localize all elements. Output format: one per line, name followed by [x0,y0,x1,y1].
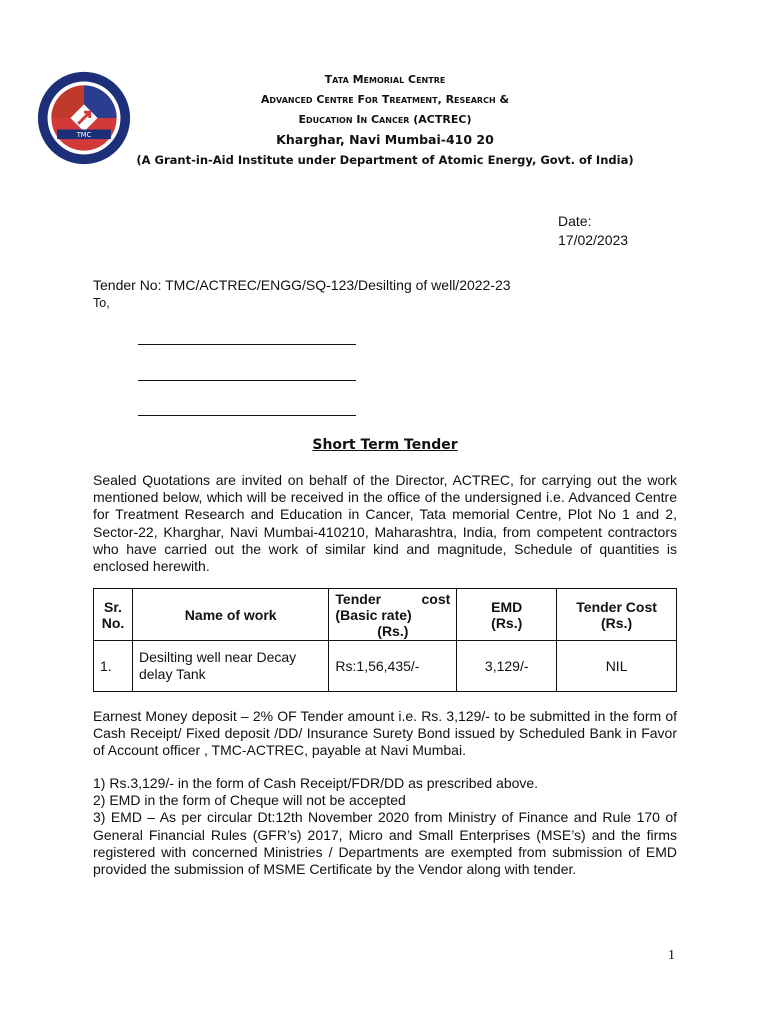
date-block [558,212,628,250]
cell-emd: 3,129/- [457,641,557,692]
header-sr-no: Sr. No. [94,589,133,641]
table-row [94,641,677,692]
date-value: 17/02/2023 [558,232,629,248]
header-tender-cost-fee: Tender Cost (Rs.) [557,589,677,641]
svg-text:TMC: TMC [76,131,92,140]
institute-note: (A Grant-in-Aid Institute under Department of Atomic Energy, Govt. of India) [136,153,634,167]
header-tender-cost-line3: (Rs.) [377,622,409,639]
table-header-row [94,589,677,641]
date-label: Date: [558,213,592,229]
address-line-2 [138,380,356,381]
institution-name: Tata Memorial Centre [324,73,446,86]
page-number: 1 [668,948,675,963]
letterhead [130,70,640,170]
tmc-logo [36,70,132,166]
header-tender-cost [329,589,457,641]
condition-2: 2) EMD in the form of Cheque will not be accepted [93,792,406,809]
to-label: To, [93,296,110,310]
cell-name-of-work: Desilting well near Decay delay Tank [132,641,328,692]
document-title: Short Term Tender [312,437,458,453]
earnest-money-paragraph: Earnest Money deposit – 2% OF Tender amount i.e. Rs. 3,129/- to be submitted in the form of Cash Receipt/ Fixed deposit /DD/ Insurance Surety Bond issued by Scheduled Bank in Favor of Account officer , TMC-ACTREC, payable at Navi Mumbai. [93,708,677,759]
centre-name-line1: Advanced Centre For Treatment, Research & [260,93,510,106]
tender-number: Tender No: TMC/ACTREC/ENGG/SQ-123/Desilting of well/2022-23 [93,277,511,293]
intro-paragraph: Sealed Quotations are invited on behalf of the Director, ACTREC, for carrying out the work mentioned below, which will be received in the office of the undersigned i.e. Advanced Centre for Treatment Research and Education in Cancer, Tata memorial Centre, Plot No 1 and 2, Sector-22, Kharghar, Navi Mumbai-410210, Maharashtra, India, from competent contractors who have carried out the work of similar kind and magnitude, Schedule of quantities is enclosed herewith. [93,472,677,575]
header-tender-cost-line2: (Basic rate) [335,606,412,623]
condition-3: 3) EMD – As per circular Dt:12th November 2020 from Ministry of Finance and Rule 170 of General Financial Rules (GFR’s) 2017, Micro and Small Enterprises (MSE’s) and the firms registered with concerned Ministries / Departments are exempted from submission of EMD provided the submission of MSME Certificate by the Vendor along with tender. [93,809,677,878]
cell-tender-cost: Rs:1,56,435/- [329,641,457,692]
header-name-of-work: Name of work [132,589,328,641]
header-tender-cost-line1: Tender cost [335,590,451,607]
address-line-1 [138,344,356,345]
address-line-3 [138,415,356,416]
condition-1: 1) Rs.3,129/- in the form of Cash Receipt/FDR/DD as prescribed above. [93,775,539,791]
address: Kharghar, Navi Mumbai-410 20 [276,132,494,147]
works-table [93,588,677,692]
emd-conditions [93,775,677,878]
cell-sr-no: 1. [94,641,133,692]
header-emd: EMD (Rs.) [457,589,557,641]
centre-name-line2: Education In Cancer (ACTREC) [298,113,472,126]
cell-tender-cost-fee: NIL [557,641,677,692]
